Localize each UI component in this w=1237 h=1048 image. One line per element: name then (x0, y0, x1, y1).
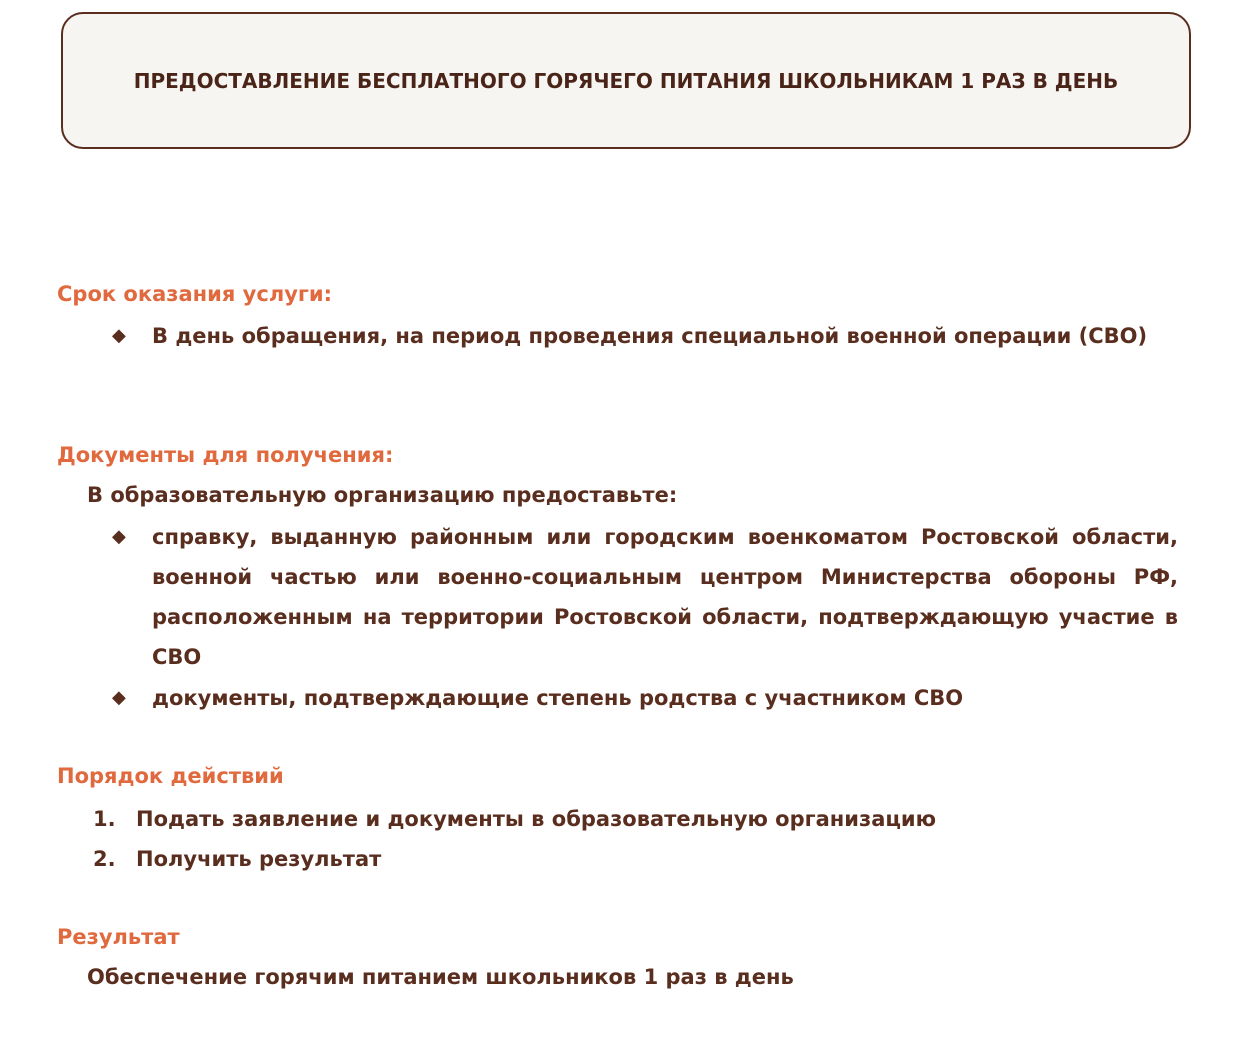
procedure-step (93, 839, 381, 879)
diamond-bullet-icon: ◆ (112, 687, 126, 708)
step-text: Подать заявление и документы в образовательную организацию (136, 807, 937, 831)
term-item (112, 316, 1178, 356)
result-heading: Результат (57, 925, 180, 949)
step-text: Получить результат (136, 847, 382, 871)
documents-heading: Документы для получения: (57, 443, 394, 467)
documents-item-text: документы, подтверждающие степень родства с участником СВО (152, 686, 964, 710)
term-item-text: В день обращения, на период проведения специальной военной операции (СВО) (152, 324, 1148, 348)
procedure-heading: Порядок действий (57, 764, 284, 788)
procedure-step (93, 799, 936, 839)
documents-item-text: справку, выданную районным или городским военкоматом Ростовской области, военной частью или военно-социальным центром Министерства обороны РФ, расположенным на территории Ростовской области, подтверждающую участие в СВО (152, 525, 1178, 669)
result-text: Обеспечение горячим питанием школьников 1 раз в день (87, 965, 794, 989)
documents-intro: В образовательную организацию предоставьте: (87, 483, 678, 507)
step-number: 2. (93, 847, 116, 871)
diamond-bullet-icon: ◆ (112, 325, 126, 346)
term-heading: Срок оказания услуги: (57, 282, 332, 306)
diamond-bullet-icon: ◆ (112, 526, 126, 547)
title-box (61, 12, 1191, 149)
step-number: 1. (93, 807, 116, 831)
page-title: ПРЕДОСТАВЛЕНИЕ БЕСПЛАТНОГО ГОРЯЧЕГО ПИТАНИЯ ШКОЛЬНИКАМ 1 РАЗ В ДЕНЬ (133, 68, 1119, 93)
documents-item (112, 517, 1178, 677)
documents-item (112, 678, 1178, 718)
